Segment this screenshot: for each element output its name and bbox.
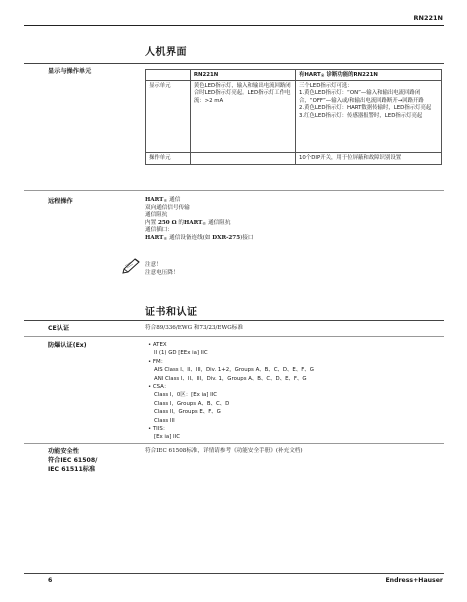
hmi-table (145, 69, 442, 165)
remote-line: 通信插口： (145, 227, 173, 234)
footer-rule (24, 573, 444, 574)
table-cell-display-rn221n-hart (296, 81, 442, 153)
note-heading: 注意！ (145, 262, 162, 268)
note-text (145, 262, 179, 277)
cert-line: Class I，0区：[Ex ia] IIC (154, 392, 218, 399)
label-display-operation: 显示与操作单元 (48, 68, 92, 75)
cert-line: Class I，Groups A、B、C、D (154, 400, 230, 407)
led-option-2: 2.黄色LED指示灯：HART数据传输时，LED指示灯亮起 (299, 105, 432, 112)
label-ce: CE认证 (48, 325, 70, 332)
table-header-rn221n: RN221N (190, 70, 295, 81)
table-row (146, 153, 442, 164)
table-header-rn221n-hart: 有HART® 诊断功能的RN221N (296, 70, 442, 81)
section-title-hmi: 人机界面 (145, 47, 187, 58)
table-row (146, 81, 442, 153)
document-id: RN221N (413, 14, 443, 22)
remote-line: 双向通信信号传输 (145, 204, 190, 211)
remote-operation-text (145, 197, 435, 243)
cert-line: AIS Class I、II、III，Div. 1+2，Groups A、B、C、D、E、F、G (154, 367, 314, 374)
table-cell-operation-rn221n (190, 153, 295, 164)
label-functional-safety: 功能安全性 符合IEC 61508/ IEC 61511标准 (48, 448, 98, 473)
table-cell-display-rn221n: 黄色LED指示灯，输入和输出电流回路闭合时LED指示灯亮起。LED指示灯工作电流：>2 mA (190, 81, 295, 153)
ce-text: 符合89/336/EWG 和73/23/EWG标准 (145, 325, 243, 331)
remote-line-hart: HART® 通信 (145, 197, 181, 203)
section-rule-certs (24, 320, 444, 321)
divider-ce (24, 336, 444, 337)
table-row-label-display: 显示单元 (146, 81, 191, 153)
cert-line: [Ex ia] IIC (154, 434, 180, 441)
label-ex: 防爆认证(Ex) (48, 342, 87, 349)
section-title-certs: 证书和认证 (145, 307, 198, 318)
table-cell-operation-rn221n-hart: 10个DIP开关，用于位屏蔽和故障识别设置 (296, 153, 442, 164)
page-number: 6 (48, 577, 53, 584)
ex-certifications (148, 341, 438, 442)
cert-csa: • CSA： (148, 384, 170, 391)
table-cell-empty (146, 70, 191, 81)
remote-line-interface: HART® 通信设备连线(如 DXR-275)接口 (145, 234, 254, 241)
led-options-intro: 三个LED指示灯可选： (299, 82, 353, 89)
registered-mark-icon: ® (320, 72, 325, 78)
divider-remote (24, 190, 444, 191)
table-row-label-operation: 操作单元 (146, 153, 191, 164)
cert-line: Class II，Groups E、F、G (154, 409, 221, 416)
remote-line-impedance: 内置 250 Ω 的HART® 通信阻抗 (145, 219, 231, 226)
functional-safety-text: 符合IEC 61508标准，详情请参考《功能安全手册》(补充文档) (145, 448, 303, 454)
cert-atex: • ATEX (148, 342, 167, 348)
pencil-note-icon (122, 256, 142, 274)
cert-line: ANI Class I、II、III，Div. 1，Groups A、B、C、D、E、F、G (154, 375, 307, 382)
brand-name: Endress+Hauser (385, 577, 443, 584)
led-option-3: 3.红色LED指示灯：传感器报警时，LED指示灯亮起 (299, 112, 423, 119)
label-remote-operation: 远程操作 (48, 198, 73, 205)
cert-fm: • FM： (148, 358, 167, 365)
note-body: 注意电压降！ (145, 269, 179, 276)
table-row (146, 70, 442, 81)
section-rule-hmi (24, 63, 444, 64)
header-rule (24, 25, 444, 26)
cert-line: II (1) GD [EEx ia] IIC (154, 350, 208, 357)
remote-line: 通信阻抗 (145, 212, 168, 219)
led-option-1: 1.黄色LED指示灯：“ON”—输入和输出电流回路闭合，“OFF”—输入或/和输出电流回路断开→回路开路 (299, 90, 424, 104)
cert-line: Class III (154, 417, 175, 424)
divider-ex (24, 443, 444, 444)
cert-tiis: • TIIS： (148, 426, 169, 433)
